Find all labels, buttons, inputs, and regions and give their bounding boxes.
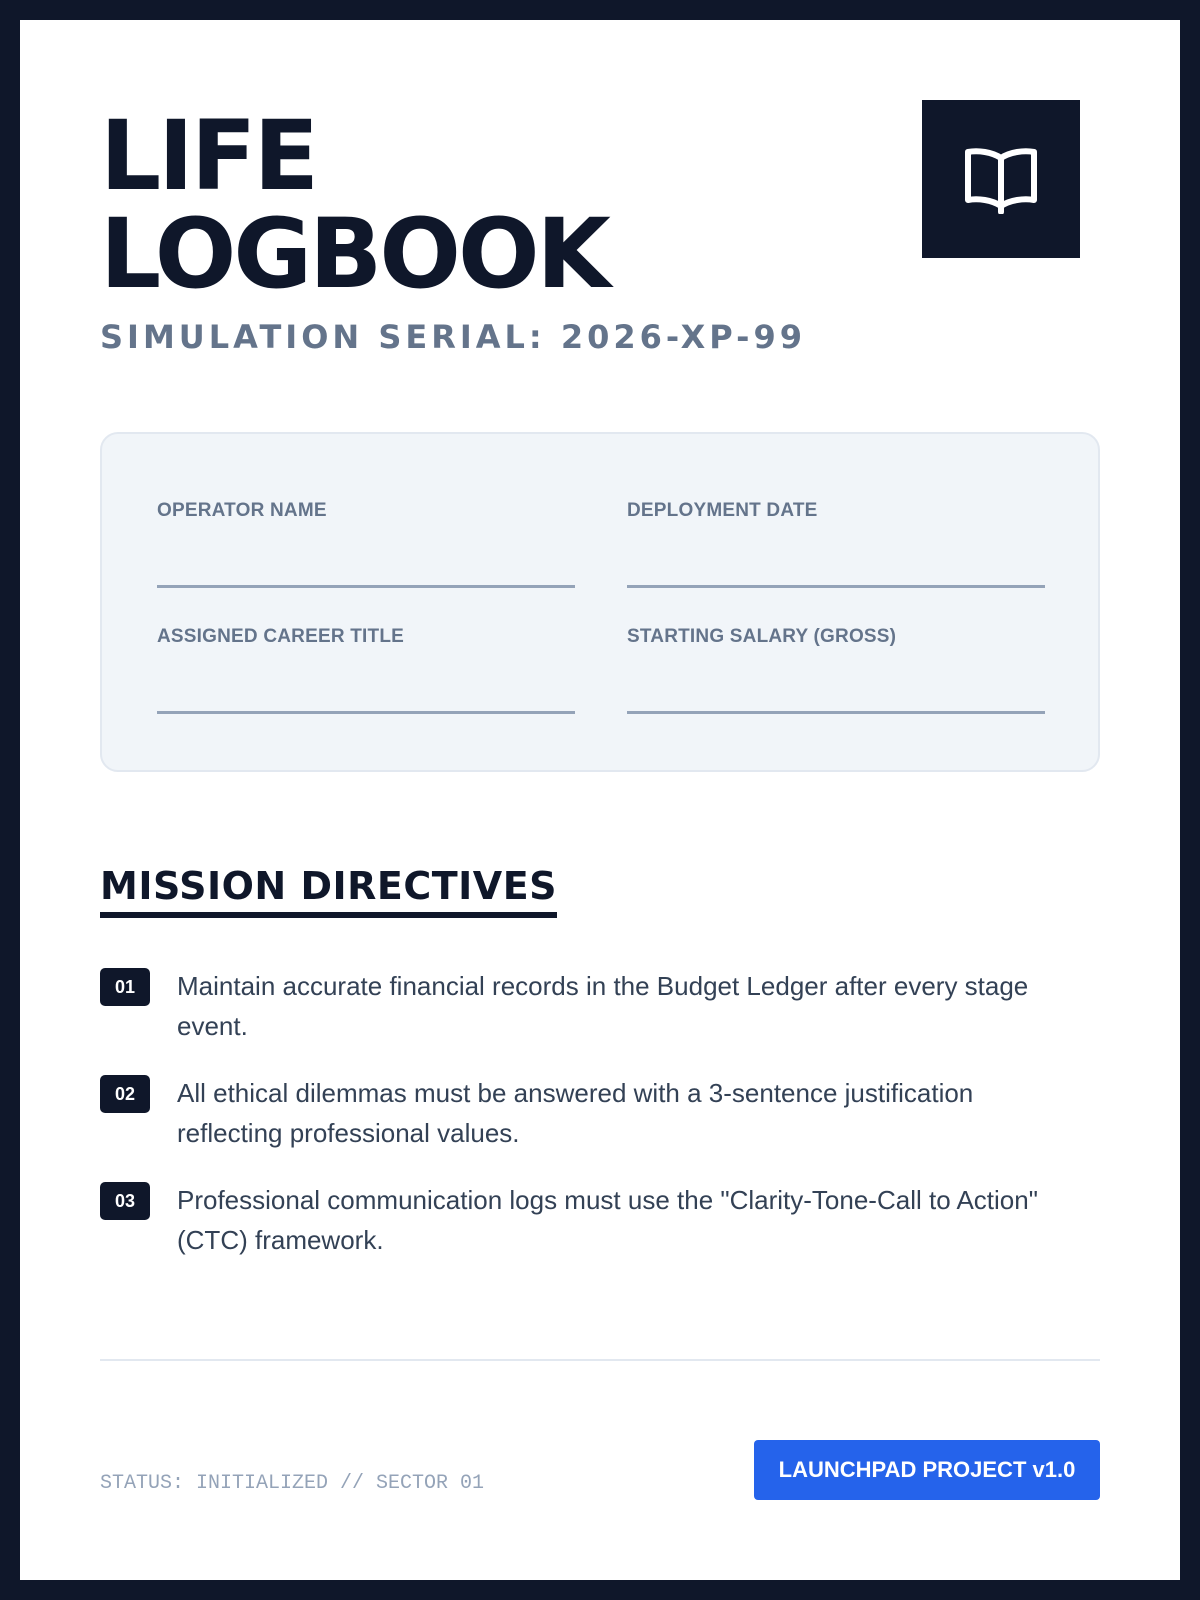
- logbook-page: [20, 20, 1180, 1580]
- directive-number-badge: 02: [100, 1075, 150, 1113]
- starting-salary-input-line[interactable]: [627, 711, 1045, 714]
- operator-name-field[interactable]: [157, 500, 575, 590]
- mission-directives-heading: MISSION DIRECTIVES: [100, 864, 557, 918]
- starting-salary-field[interactable]: [627, 626, 1045, 716]
- directive-number-badge: 01: [100, 968, 150, 1006]
- deployment-date-label: DEPLOYMENT DATE: [627, 500, 818, 521]
- deployment-date-input-line[interactable]: [627, 585, 1045, 588]
- career-title-label: ASSIGNED CAREER TITLE: [157, 626, 404, 647]
- launchpad-project-button[interactable]: LAUNCHPAD PROJECT v1.0: [754, 1440, 1100, 1500]
- open-book-icon: [962, 144, 1040, 214]
- simulation-serial: SIMULATION SERIAL: 2026-XP-99: [100, 318, 806, 356]
- career-title-input-line[interactable]: [157, 711, 575, 714]
- logo-box: [922, 100, 1080, 258]
- title-line-logbook: LOGBOOK: [100, 198, 608, 310]
- title-line-life: LIFE: [100, 100, 317, 212]
- status-text: STATUS: INITIALIZED // SECTOR 01: [100, 1472, 485, 1495]
- directive-text: Maintain accurate financial records in the Budget Ledger after every stage event.: [177, 971, 1029, 1041]
- starting-salary-label: STARTING SALARY (GROSS): [627, 626, 897, 647]
- operator-info-card: [100, 432, 1100, 772]
- footer-divider: [100, 1359, 1100, 1361]
- operator-name-input-line[interactable]: [157, 585, 575, 588]
- operator-name-label: OPERATOR NAME: [157, 500, 327, 521]
- directive-number-badge: 03: [100, 1182, 150, 1220]
- directive-text: Professional communication logs must use the "Clarity-Tone-Call to Action" (CTC) framework.: [177, 1185, 1038, 1255]
- deployment-date-field[interactable]: [627, 500, 1045, 590]
- career-title-field[interactable]: [157, 626, 575, 716]
- directive-text: All ethical dilemmas must be answered with a 3-sentence justification reflecting professional values.: [177, 1078, 974, 1148]
